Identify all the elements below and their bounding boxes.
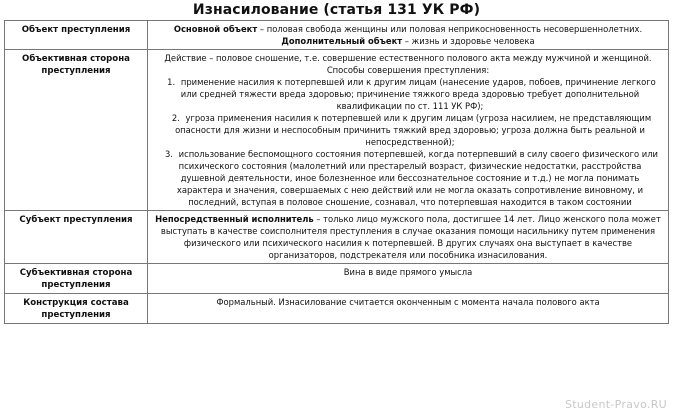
watermark-logo: Student-Pravo.RU [564,398,667,411]
row-header-construction: Конструкция состава преступления [5,294,148,324]
row-header-objective: Объективная сторона преступления [5,50,148,211]
method-item-3 [153,148,663,208]
extra-object-label: Дополнительный объект [281,36,403,46]
methods-title: Способы совершения преступления: [326,65,490,75]
table-row-object [5,21,669,50]
method-number: 2. [171,113,180,123]
row-content-object [148,21,669,50]
action-text: Действие – половое сношение, т.е. совершение естественного полового акта между мужчиной и женщиной. [164,53,652,63]
main-object-label: Основной объект [173,24,258,34]
row-content-construction: Формальный. Изнасилование считается оконченным с момента начала полового акта [148,294,669,324]
subject-label: Непосредственный исполнитель [155,214,314,224]
row-header-subject: Субъект преступления [5,211,148,264]
row-content-subjective: Вина в виде прямого умысла [148,264,669,294]
subject-text: – только лицо мужского пола, достигшее 14 лет. Лицо женского пола может выступать в качестве соисполнителя преступления в случае оказания помощи насильнику путем применения физического или психического насилия к потерпевшей. В других случаях она выступает в качестве организаторов, подстрекателя или пособника изнасилования. [160,214,661,260]
row-content-subject [148,211,669,264]
method-number: 1. [167,77,176,87]
row-header-subjective: Субъективная сторона преступления [5,264,148,294]
table-row-subjective [5,264,669,294]
method-text: применение насилия к потерпевшей или к другим лицам (нанесение ударов, побоев, причинение легкого или средней тяжести вреда здоровью; причинение тяжкого вреда здоровью требует дополнительной квалификации по ст. 111 УК РФ); [180,77,656,111]
extra-object-text: – жизнь и здоровье человека [402,36,535,46]
main-object-text: – половая свобода женщины или половая неприкосновенность несовершеннолетних. [257,24,643,34]
table-row-objective [5,50,669,211]
table-row-subject [5,211,669,264]
crime-elements-table [4,20,669,324]
row-content-objective [148,50,669,211]
method-item-2 [153,112,663,148]
method-text: угроза применения насилия к потерпевшей или к другим лицам (угроза насилием, не представляющим опасности для жизни и неспособным причинить тяжкий вред здоровью; угроза должна быть реальной и непосредственной); [175,113,652,147]
method-text: использование беспомощного состояния потерпевшей, когда потерпевший в силу своего физического или психического состояния (малолетний или престарелый возраст, физические недостатки, расстройства душевной деятельности, иное болезненное или бессознательное состояние и т.д.) не могла понимать характера и значения, совершаемых с нею действий или не могла оказать сопротивление виновному, и последний, вступая в половое сношение, сознавал, что потерпевшая находится в таком состоянии [176,149,659,207]
row-header-object: Объект преступления [5,21,148,50]
method-number: 3. [164,149,173,159]
table-row-construction [5,294,669,324]
page-title: Изнасилование (статья 131 УК РФ) [192,2,481,18]
method-item-1 [153,76,663,112]
